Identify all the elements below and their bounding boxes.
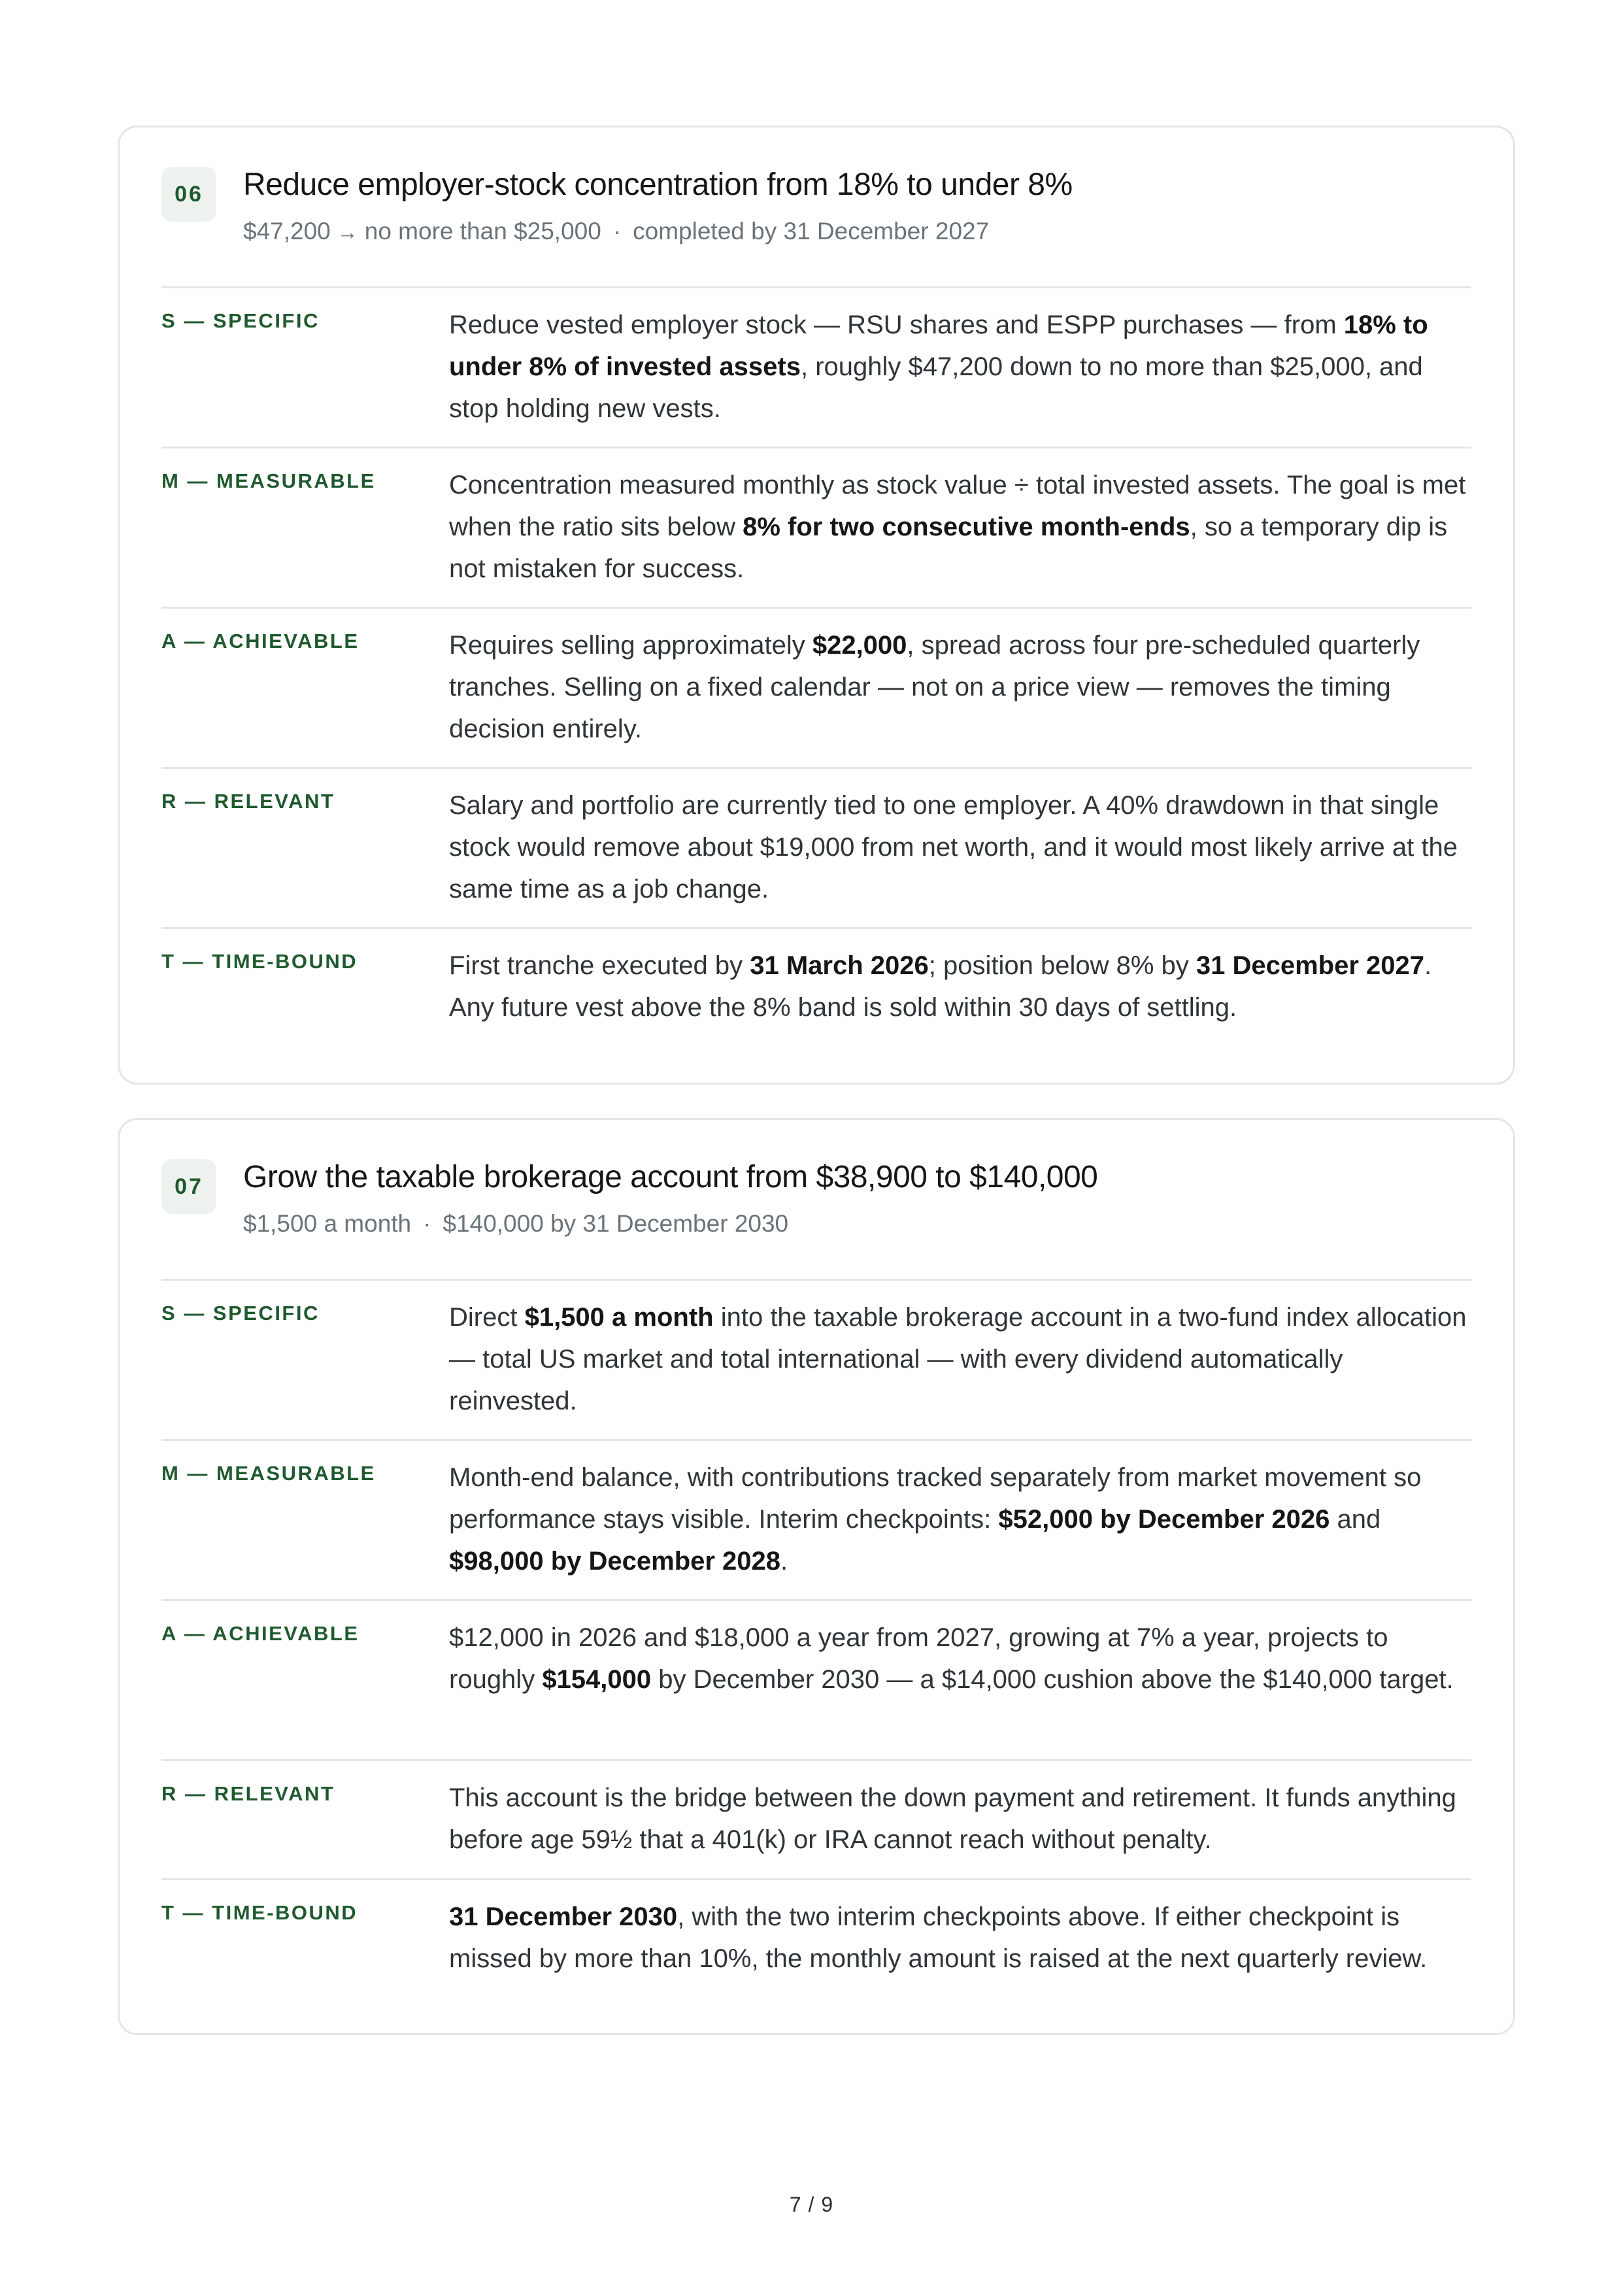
smart-criterion-text bbox=[449, 1601, 1471, 1759]
body-text: Concentration measured monthly as stock value ÷ total invested assets. The goal is met when the ratio sits below bbox=[449, 471, 1466, 541]
smart-row bbox=[161, 1761, 1471, 1880]
emphasis-text: 18% to under 8% of invested assets bbox=[449, 311, 1428, 381]
goal-card bbox=[118, 1118, 1515, 2035]
body-text: Requires selling approximately bbox=[449, 631, 812, 660]
smart-criterion-text bbox=[449, 448, 1471, 607]
body-text: , roughly $47,200 down to no more than $25,000, and stop holding new vests. bbox=[449, 352, 1423, 423]
body-text: Month-end balance, with contributions tracked separately from market movement so performance stays visible. Interim checkpoints: bbox=[449, 1463, 1422, 1534]
page-number: 7 / 9 bbox=[789, 2193, 834, 2216]
emphasis-text: 31 March 2026 bbox=[750, 951, 929, 980]
body-text: by December 2030 — a $14,000 cushion above the $140,000 target. bbox=[651, 1665, 1454, 1694]
smart-criterion-label: M — MEASURABLE bbox=[161, 469, 376, 492]
goal-header bbox=[161, 127, 1471, 288]
arrow-right-icon: → bbox=[337, 220, 358, 244]
body-text: , with the two interim checkpoints above. If either checkpoint is missed by more than 10%, the monthly amount is raised at the next quarterly review. bbox=[449, 1902, 1428, 1973]
smart-criterion-label: S — SPECIFIC bbox=[161, 1302, 320, 1325]
smart-criterion-label: R — RELEVANT bbox=[161, 1782, 335, 1805]
smart-criterion-label: R — RELEVANT bbox=[161, 790, 335, 813]
smart-criterion-text bbox=[449, 1880, 1471, 2037]
smart-criterion-label: T — TIME-BOUND bbox=[161, 950, 358, 973]
smart-row bbox=[161, 1880, 1471, 2037]
subtitle-deadline: $140,000 by 31 December 2030 bbox=[443, 1210, 789, 1237]
goal-title: Reduce employer-stock concentration from 18% to under 8% bbox=[243, 167, 1073, 202]
subtitle-deadline: completed by 31 December 2027 bbox=[633, 218, 990, 245]
smart-row bbox=[161, 769, 1471, 929]
body-text: and bbox=[1330, 1505, 1381, 1534]
body-text: . Any future vest above the 8% band is sold within 30 days of settling. bbox=[449, 951, 1432, 1022]
goal-number-badge: 07 bbox=[161, 1159, 216, 1214]
emphasis-text: $154,000 bbox=[542, 1665, 652, 1694]
smart-criterion-text bbox=[449, 1441, 1471, 1599]
smart-row bbox=[161, 288, 1471, 448]
smart-row bbox=[161, 1281, 1471, 1441]
subtitle-to: no more than $25,000 bbox=[364, 218, 601, 245]
subtitle-separator: · bbox=[423, 1210, 431, 1237]
subtitle-separator: · bbox=[612, 218, 622, 245]
smart-criterion-label: M — MEASURABLE bbox=[161, 1462, 376, 1485]
body-text: $12,000 in 2026 and $18,000 a year from 2027, growing at 7% a year, projects to roughly bbox=[449, 1623, 1388, 1694]
goal-card bbox=[118, 126, 1515, 1085]
smart-criterion-text bbox=[449, 1281, 1471, 1439]
emphasis-text: 8% for two consecutive month-ends bbox=[743, 513, 1190, 541]
goal-subtitle bbox=[243, 1210, 788, 1238]
subtitle-from: $47,200 bbox=[243, 218, 331, 245]
smart-criterion-label: S — SPECIFIC bbox=[161, 309, 320, 332]
emphasis-text: 31 December 2030 bbox=[449, 1902, 678, 1931]
smart-rows bbox=[161, 288, 1471, 1086]
goal-subtitle bbox=[243, 218, 989, 245]
body-text: , spread across four pre-scheduled quarterly tranches. Selling on a fixed calendar — not on a price view — removes the timing decision entirely. bbox=[449, 631, 1420, 743]
body-text: Salary and portfolio are currently tied to one employer. A 40% drawdown in that single stock would remove about $19,000 from net worth, and it would most likely arrive at the same time as a job change. bbox=[449, 791, 1458, 903]
smart-row bbox=[161, 929, 1471, 1086]
emphasis-text: $98,000 by December 2028 bbox=[449, 1547, 781, 1576]
smart-criterion-text bbox=[449, 1761, 1471, 1878]
smart-row bbox=[161, 1441, 1471, 1601]
goal-number-badge: 06 bbox=[161, 167, 216, 222]
body-text: Direct bbox=[449, 1303, 525, 1332]
smart-criterion-text bbox=[449, 769, 1471, 927]
body-text: ; position below 8% by bbox=[928, 951, 1196, 980]
smart-criterion-text bbox=[449, 288, 1471, 447]
smart-rows bbox=[161, 1281, 1471, 2037]
smart-criterion-label: T — TIME-BOUND bbox=[161, 1901, 358, 1924]
body-text: Reduce vested employer stock — RSU shares and ESPP purchases — from bbox=[449, 311, 1344, 339]
body-text: . bbox=[780, 1547, 788, 1576]
smart-row bbox=[161, 1601, 1471, 1761]
emphasis-text: $22,000 bbox=[812, 631, 907, 660]
smart-row bbox=[161, 609, 1471, 769]
smart-criterion-label: A — ACHIEVABLE bbox=[161, 630, 360, 652]
smart-criterion-text bbox=[449, 609, 1471, 767]
body-text: This account is the bridge between the down payment and retirement. It funds anything before age 59½ that a 401(k) or IRA cannot reach without penalty. bbox=[449, 1783, 1456, 1854]
emphasis-text: 31 December 2027 bbox=[1196, 951, 1424, 980]
body-text: First tranche executed by bbox=[449, 951, 750, 980]
smart-row bbox=[161, 448, 1471, 609]
body-text: , so a temporary dip is not mistaken for success. bbox=[449, 513, 1448, 583]
goal-header bbox=[161, 1120, 1471, 1281]
emphasis-text: $1,500 a month bbox=[524, 1303, 714, 1332]
body-text: into the taxable brokerage account in a two-fund index allocation — total US market and total international — with every dividend automatically reinvested. bbox=[449, 1303, 1467, 1415]
smart-criterion-text bbox=[449, 929, 1471, 1086]
subtitle-from: $1,500 a month bbox=[243, 1210, 412, 1237]
smart-criterion-label: A — ACHIEVABLE bbox=[161, 1622, 360, 1645]
emphasis-text: $52,000 by December 2026 bbox=[998, 1505, 1330, 1534]
goal-title: Grow the taxable brokerage account from $38,900 to $140,000 bbox=[243, 1160, 1098, 1194]
